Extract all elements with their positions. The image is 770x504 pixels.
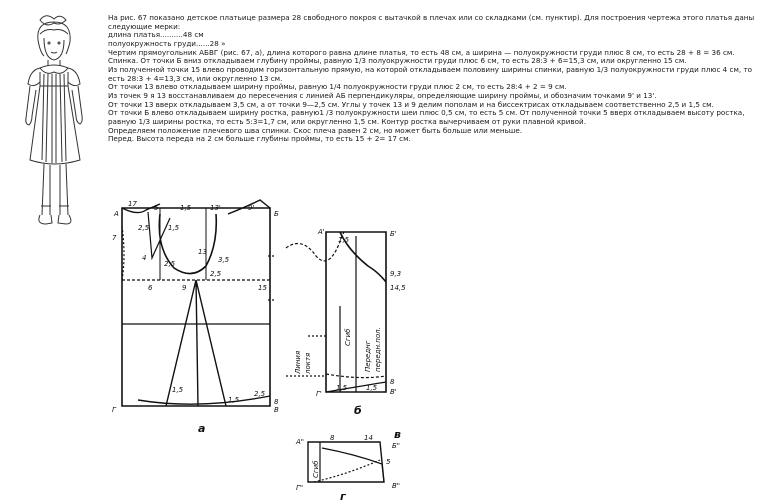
fig-b-elbow-line-2: локтя (304, 352, 312, 374)
fig-a-label-5: 5 (154, 204, 159, 212)
shoulder-paragraph: Определяем положение плечевого шва спинки. Скос плеча равен 2 см, но может быть больше или меньше. (108, 125, 523, 135)
points-9-13-paragraph: Из точек 9 я 13 восстанавливаем до пересечения с линией АБ перпендикуляры, определяющие ширину проймы, и обозначим точками 9' и 13'. (108, 90, 657, 100)
fig-a-label-V: В (274, 406, 279, 414)
fig-a-label-13: 13 (198, 248, 207, 256)
fig-a-label-8: 8 (274, 398, 279, 406)
fig-b-label-Gp: Г' (316, 390, 322, 398)
fig-b-label-Vp: В' (390, 388, 397, 396)
measure-dress-length: длина платья..........48 см (108, 30, 204, 40)
fig-v-label-5: 5 (386, 458, 391, 466)
rectangle-paragraph: Чертим прямоугольник АБВГ (рис. 67, а), длина которого равна длине платья, то есть 48 см, а ширина — полуокружности груди плюс 8 см, то есть 28 + 8 = 36 см. (108, 47, 735, 57)
fig-b-elbow-line-1: Линия (294, 350, 302, 374)
fig-a-label-B: Б (274, 210, 279, 218)
fig-a-label-25a: 2,5 (138, 224, 150, 232)
fig-a-label-35: 3,5 (218, 256, 230, 264)
fig-b-label-15c: 1,5 (366, 384, 378, 392)
fig-a-label-9p: 9' (248, 204, 255, 212)
fig-b-label-15b: 1,5 (336, 384, 348, 392)
fig-v-label-A2: А" (296, 438, 305, 446)
fig-b-label-145: 14,5 (390, 284, 406, 292)
fig-b-front-2: передн.пол. (374, 327, 382, 372)
fig-a-label-15c: 1,5 (228, 396, 240, 404)
intro-paragraph: На рис. 67 показано детское платьице размера 28 свободного покроя с вытачкой в плечах или со складками (см. пунктир). Для построения чертежа этого платья даны следующие мерки: (108, 13, 755, 31)
fig-g-caption: г (340, 490, 346, 503)
fig-a-caption: а (198, 422, 206, 435)
pattern-drafts (108, 196, 438, 504)
fig-a-label-4: 4 (142, 254, 147, 262)
neckline-paragraph: От точки Б влево откладываем ширину ростка, равную1 /3 полуокружности шеи плюс 0,5 см, то есть 5 см. От полученной точки 5 вверх откладываем высоту ростка, равную 1/3 ширины ростка, то есть 5:3=1,7 см, или округленно 1,5 см. Контур ростка вычерчиваем от руки плавной кривой. (108, 108, 745, 126)
front-paragraph: Перед. Высота переда на 2 см больше глубины проймы, то есть 15 + 2= 17 см. (108, 134, 411, 144)
fig-a-label-15: 15 (258, 284, 267, 292)
fig-a-label-13p: 13' (210, 204, 221, 212)
fig-a-label-17: 17 (128, 200, 137, 208)
fig-a-label-25b: 2,5 (164, 260, 176, 268)
fig-a-label-15a: 1,5 (168, 224, 180, 232)
fig-v-caption: в (394, 428, 401, 441)
fig-b-caption: б (354, 404, 362, 417)
instructions-text (108, 14, 764, 144)
fig-a-label-9: 9 (182, 284, 187, 292)
fig-v-label-8: 8 (330, 434, 335, 442)
fig-v-label-14: 14 (364, 434, 373, 442)
fig-b-label-Bp: Б' (390, 230, 397, 238)
fig-a-label-25c: 2,5 (210, 270, 222, 278)
girl-dress-illustration (10, 10, 104, 242)
fig-v-fold: Сгиб (312, 460, 320, 478)
point-13-paragraph: От точки 13 влево откладываем ширину проймы, равную 1/4 полуокружности груди плюс 2 см, то есть 28:4 + 2 = 9 см. (108, 82, 567, 92)
fig-a-label-15-top: 1,5 (180, 204, 192, 212)
fig-a-label-15b: 1,5 (172, 386, 184, 394)
fig-a-label-6: 6 (148, 284, 153, 292)
fig-b-front-1: Переднг (364, 340, 372, 372)
measure-chest: полуокружность груди......28 » (108, 38, 226, 48)
point-15-paragraph: Из полученной точки 15 влево проводим горизонтальную прямую, на которой откладываем половину ширины спинки, равную 1/3 полуокружности груди плюс 4 см, то есть 28:3 + 4=13,3 см, или округленно 13 см. (108, 64, 753, 83)
fig-a-label-25d: 2,5 (254, 390, 266, 398)
fig-a-label-G: Г (112, 406, 116, 414)
fig-b-label-15: 1,5 (338, 236, 350, 244)
fig-b-label-8: 8 (390, 378, 395, 386)
fig-v-label-B2: Б" (392, 442, 401, 450)
fig-b-label-Ap: А' (318, 228, 325, 236)
fig-b-fold: Сгиб (344, 328, 352, 346)
fig-b-label-93: 9,3 (390, 270, 402, 278)
back-paragraph: Спинка. От точки Б вниз откладываем глубину проймы, равную 1/3 полуокружности груди плюс 6 см, то есть 28:3 + 6=15,3 см, или округленно 15 см. (108, 56, 687, 66)
fig-a-label-7: 7 (112, 234, 117, 242)
fig-a-label-A: А (114, 210, 119, 218)
bisector-paragraph: От точки 13 вверх откладываем 3,5 см, а от точки 9—2,5 см. Углы у точек 13 и 9 делим пополам и на биссектрисах откладываем соответственно 2,5 и 1,5 см. (108, 99, 714, 109)
fig-g-label-G2: Г" (296, 484, 304, 492)
fig-g-label-V2: В" (392, 482, 401, 490)
